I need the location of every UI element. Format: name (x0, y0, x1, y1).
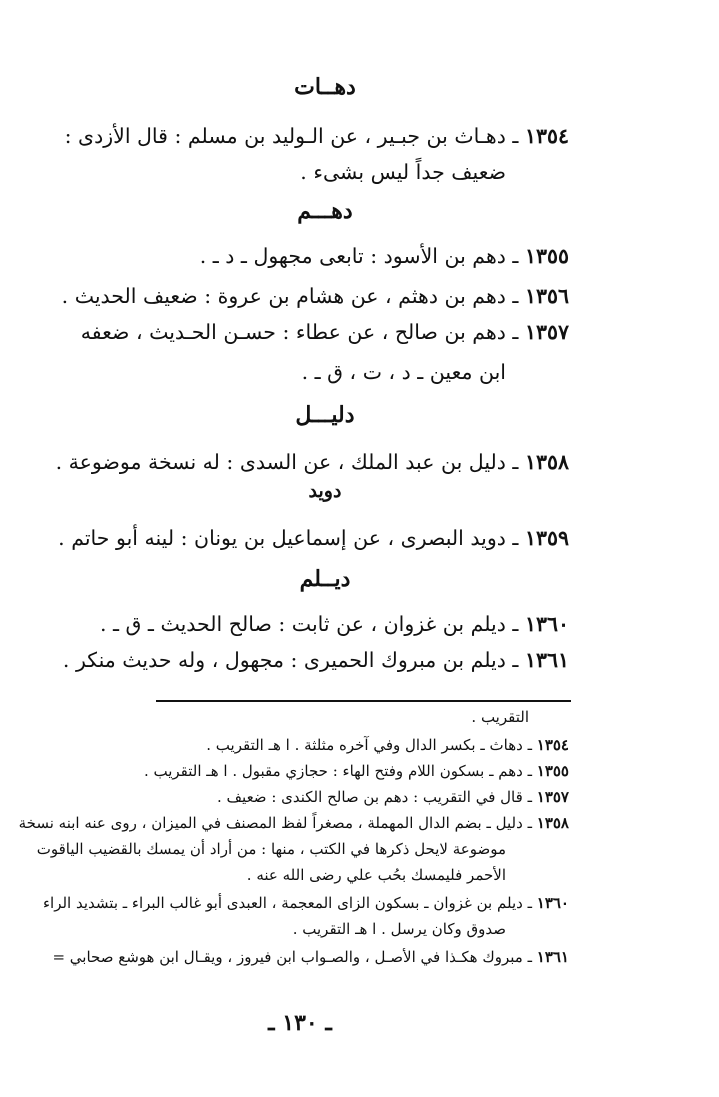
entry-text: دهم بن دهثم ، عن هشام بن عروة : ضعيف الحديث . (61, 284, 506, 308)
footnote-number: ١٣٥٧ (536, 788, 569, 806)
section-heading: دليـــل (295, 402, 355, 428)
footnotes-title: التقريب . (471, 708, 529, 726)
footnote-text: مبروك هكـذا في الأصـل ، والصـواب ابن فيروز ، ويقـال ابن هوشع صحابي = (52, 948, 523, 966)
entry-1357: ١٣٥٧ ـ دهم بن صالح ، عن عطاء : حسـن الحـديث ، ضعفه (80, 320, 569, 344)
entry-number: ١٣٥٩ (524, 526, 569, 550)
entry-number: ١٣٥٦ (524, 284, 569, 308)
footnote-continuation: الأحمر فليمسك بحُب علي رضى الله عنه . (246, 866, 506, 884)
entry-1354: ١٣٥٤ ـ دهـاث بن جبـير ، عن الـوليد بن مسلم : قال الأزدى : (64, 124, 569, 148)
footnote-number: ١٣٥٥ (536, 762, 569, 780)
footnote-1355: ١٣٥٥ ـ دهم ـ بسكون اللام وفتح الهاء : حجازي مقبول . ا هـ التقريب . (143, 762, 569, 780)
entry-text: ديلم بن مبروك الحميرى : مجهول ، وله حديث منكر . (62, 648, 506, 672)
footnote-number: ١٣٦٠ (536, 894, 569, 912)
entry-1361: ١٣٦١ ـ ديلم بن مبروك الحميرى : مجهول ، وله حديث منكر . (62, 648, 569, 672)
footnote-number: ١٣٥٨ (536, 814, 569, 832)
entry-text: دهـاث بن جبـير ، عن الـوليد بن مسلم : قال الأزدى : (64, 124, 506, 148)
entry-1356: ١٣٥٦ ـ دهم بن دهثم ، عن هشام بن عروة : ضعيف الحديث . (61, 284, 569, 308)
footnote-continuation: صدوق وكان يرسل . ا هـ التقريب . (292, 920, 506, 938)
footnote-continuation: موضوعة لايحل ذكرها في الكتب ، منها : من أراد أن يمسك بالقضيب الياقوت (36, 840, 506, 858)
entry-text: ديلم بن غزوان ، عن ثابت : صالح الحديث ـ ق ـ . (99, 612, 506, 636)
footnote-1357: ١٣٥٧ ـ قال في التقريب : دهم بن صالح الكندى : ضعيف . (216, 788, 569, 806)
entry-number: ١٣٥٨ (524, 450, 569, 474)
entry-1359: ١٣٥٩ ـ دويد البصرى ، عن إسماعيل بن يونان : لينه أبو حاتم . (58, 526, 569, 550)
footnote-number: ١٣٦١ (536, 948, 569, 966)
section-heading: دهــات (294, 74, 356, 100)
section-heading: دويد (308, 480, 342, 502)
entry-number: ١٣٥٤ (524, 124, 569, 148)
entry-text: دهم بن صالح ، عن عطاء : حسـن الحـديث ، ضعفه (80, 320, 506, 344)
footnote-text: دهم ـ بسكون اللام وفتح الهاء : حجازي مقبول . ا هـ التقريب . (143, 762, 523, 780)
entry-text: دويد البصرى ، عن إسماعيل بن يونان : لينه أبو حاتم . (58, 526, 506, 550)
footnote-text: ديلم بن غزوان ـ بسكون الزاى المعجمة ، العبدى أبو غالب البراء ـ بتشديد الراء (42, 894, 523, 912)
footnote-1361: ١٣٦١ ـ مبروك هكـذا في الأصـل ، والصـواب ابن فيروز ، ويقـال ابن هوشع صحابي = (52, 948, 569, 966)
page-number: ـ ١٣٠ ـ (268, 1010, 332, 1036)
entry-text: دليل بن عبد الملك ، عن السدى : له نسخة موضوعة . (55, 450, 506, 474)
footnote-text: قال في التقريب : دهم بن صالح الكندى : ضعيف . (216, 788, 523, 806)
entry-1360: ١٣٦٠ ـ ديلم بن غزوان ، عن ثابت : صالح الحديث ـ ق ـ . (99, 612, 569, 636)
footnote-text: دهاث ـ بكسر الدال وفي آخره مثلثة . ا هـ التقريب . (206, 736, 523, 754)
footnote-number: ١٣٥٤ (536, 736, 569, 754)
entry-number: ١٣٦٠ (524, 612, 569, 636)
section-heading: دهـــم (297, 198, 353, 224)
footnote-divider (156, 700, 571, 702)
footnote-1358: ١٣٥٨ ـ دليل ـ بضم الدال المهملة ، مصغراً لفظ المصنف في الميزان ، روى عنه ابنه نسخة (18, 814, 569, 832)
entry-number: ١٣٦١ (524, 648, 569, 672)
entry-1355: ١٣٥٥ ـ دهم بن الأسود : تابعى مجهول ـ د ـ . (199, 244, 569, 268)
entry-continuation: ضعيف جداً ليس بشىء . (300, 160, 506, 184)
footnote-text: دليل ـ بضم الدال المهملة ، مصغراً لفظ المصنف في الميزان ، روى عنه ابنه نسخة (18, 814, 523, 832)
entry-number: ١٣٥٧ (524, 320, 569, 344)
entry-continuation: ابن معين ـ د ، ت ، ق ـ . (301, 360, 506, 384)
entry-1358: ١٣٥٨ ـ دليل بن عبد الملك ، عن السدى : له نسخة موضوعة . (55, 450, 569, 474)
section-heading: ديــلم (299, 566, 351, 592)
entry-text: دهم بن الأسود : تابعى مجهول ـ د ـ . (199, 244, 506, 268)
entry-number: ١٣٥٥ (524, 244, 569, 268)
footnote-1360: ١٣٦٠ ـ ديلم بن غزوان ـ بسكون الزاى المعجمة ، العبدى أبو غالب البراء ـ بتشديد الراء (42, 894, 569, 912)
footnote-1354: ١٣٥٤ ـ دهاث ـ بكسر الدال وفي آخره مثلثة . ا هـ التقريب . (206, 736, 569, 754)
